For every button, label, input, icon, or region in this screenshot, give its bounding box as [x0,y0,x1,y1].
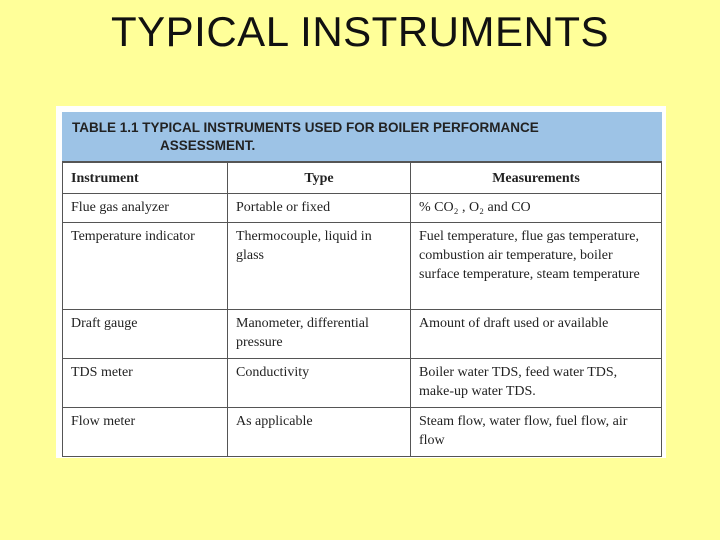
cell-instrument: TDS meter [63,359,228,408]
cell-measurements: % CO₂ , O₂ and CO [411,194,662,223]
table-header-row [63,163,662,194]
table-row [63,359,662,408]
table-caption-line1: TABLE 1.1 TYPICAL INSTRUMENTS USED FOR BOILER PERFORMANCE [72,120,539,135]
table-row [63,310,662,359]
cell-instrument: Temperature indicator [63,223,228,310]
cell-instrument: Flow meter [63,408,228,457]
instruments-table-figure [56,106,666,458]
cell-type: As applicable [228,408,411,457]
cell-measurements: Fuel temperature, flue gas temperature, combustion air temperature, boiler surface temperature, steam temperature [411,223,662,310]
header-measurements: Measurements [411,163,662,194]
table-caption [62,112,662,162]
table-caption-line2: ASSESSMENT. [160,138,256,153]
instruments-table [62,162,662,457]
cell-measurements: Boiler water TDS, feed water TDS, make-up water TDS. [411,359,662,408]
cell-measurements: Amount of draft used or available [411,310,662,359]
cell-type: Portable or fixed [228,194,411,223]
table-row [63,408,662,457]
cell-type: Thermocouple, liquid in glass [228,223,411,310]
cell-type: Conductivity [228,359,411,408]
cell-type: Manometer, differential pressure [228,310,411,359]
header-instrument: Instrument [63,163,228,194]
slide-title: TYPICAL INSTRUMENTS [111,8,609,55]
cell-measurements: Steam flow, water flow, fuel flow, air flow [411,408,662,457]
cell-instrument: Flue gas analyzer [63,194,228,223]
table-row [63,194,662,223]
header-type: Type [228,163,411,194]
cell-instrument: Draft gauge [63,310,228,359]
table-row [63,223,662,310]
